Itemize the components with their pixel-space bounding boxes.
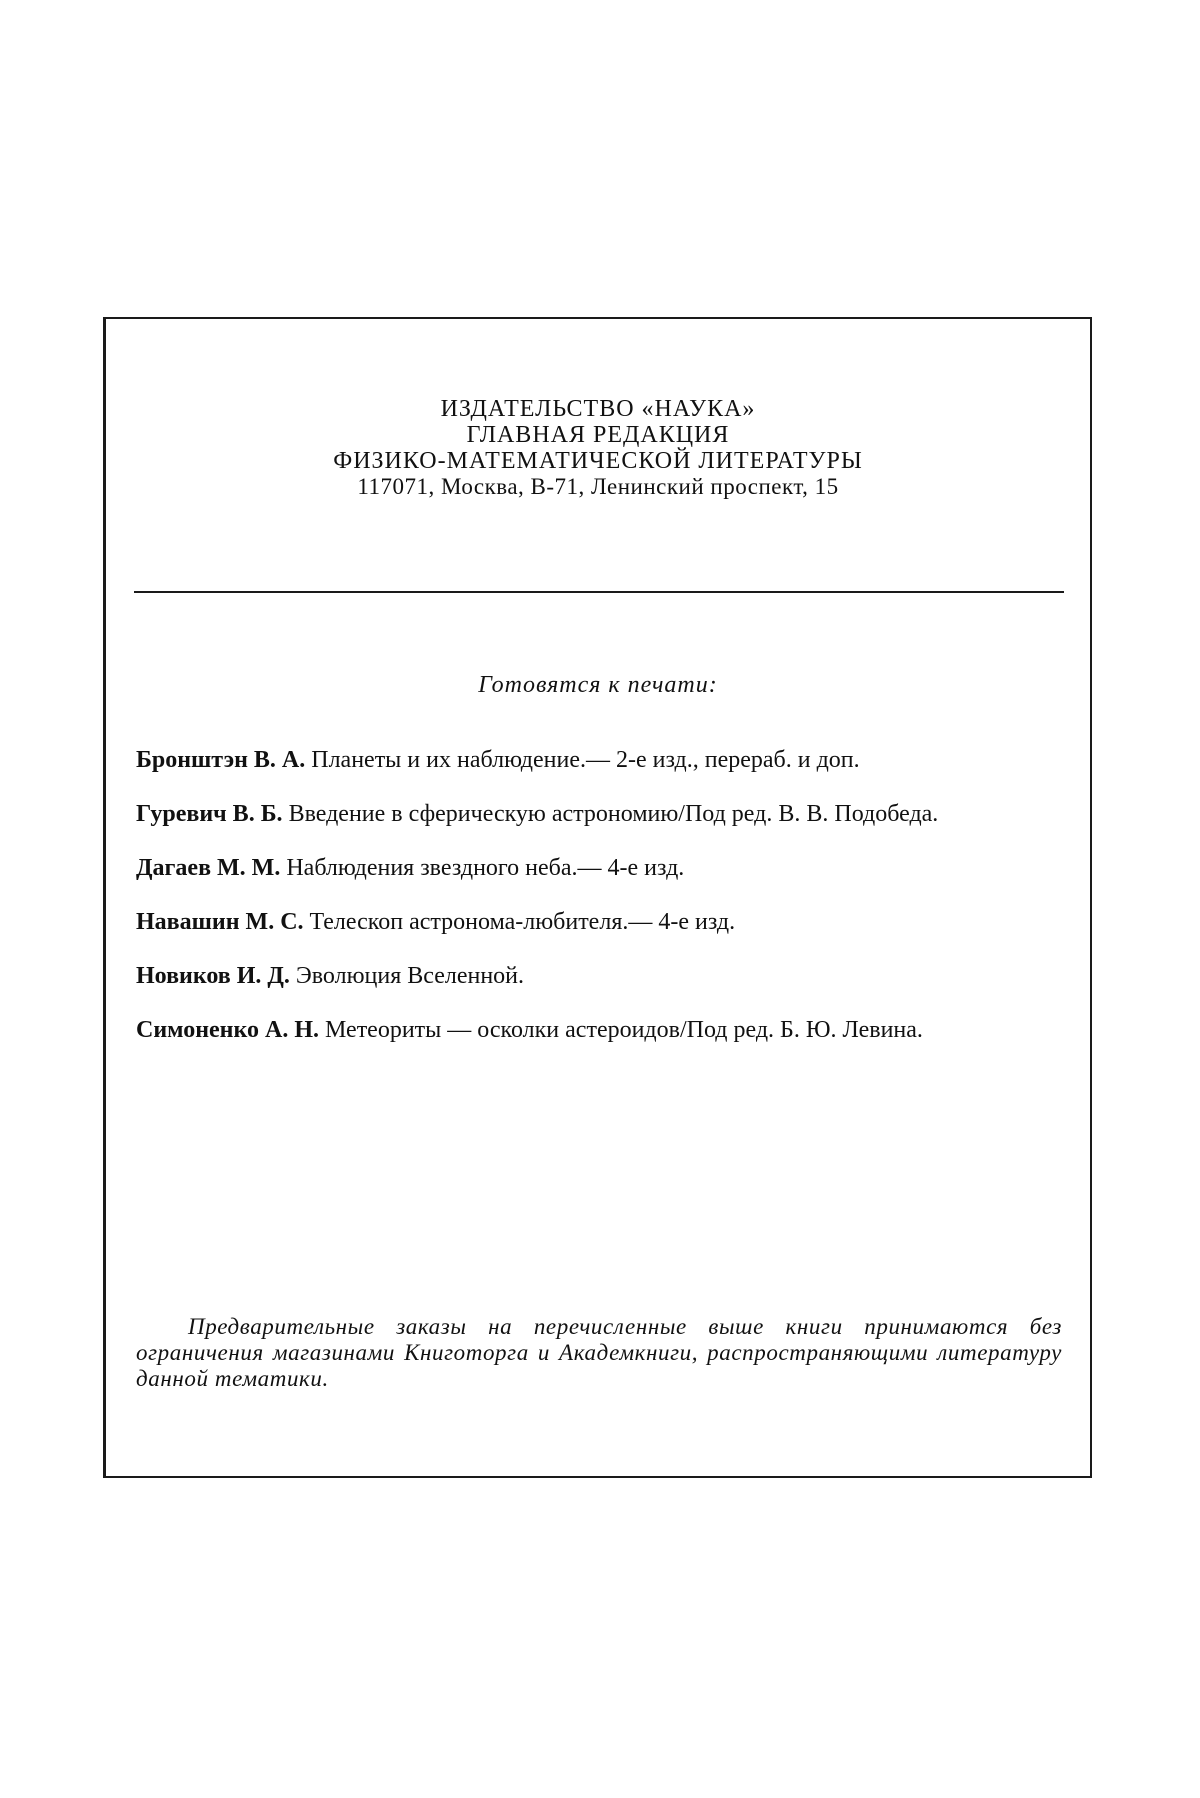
book-title: Телескоп астронома-любителя.— 4-е изд. — [303, 909, 736, 935]
book-author: Симоненко А. Н. — [136, 1017, 320, 1043]
publisher-address: 117071, Москва, В-71, Ленинский проспект, 15 — [357, 474, 839, 499]
book-item — [136, 855, 1062, 881]
editorial-division: ФИЗИКО-МАТЕМАТИЧЕСКОЙ ЛИТЕРАТУРЫ — [333, 448, 863, 474]
preorder-note: Предварительные заказы на перечисленные выше книги принимаются без ограничения магазинами Книготорга и Академкниги, распространяющими литературу данной тематики. — [136, 1314, 1062, 1391]
book-item — [136, 801, 1062, 827]
book-item — [136, 747, 1062, 773]
divider-line — [134, 591, 1064, 593]
book-item — [136, 1017, 1062, 1043]
announcement-frame — [103, 317, 1092, 1478]
publisher-header — [106, 396, 1090, 500]
book-title: Введение в сферическую астрономию/Под ред. В. В. Подобеда. — [282, 801, 939, 827]
book-title: Планеты и их наблюдение.— 2-е изд., перераб. и доп. — [305, 747, 860, 773]
book-title: Эволюция Вселенной. — [289, 963, 525, 989]
book-author: Гуревич В. Б. — [136, 801, 283, 827]
book-author: Новиков И. Д. — [136, 963, 290, 989]
book-item — [136, 909, 1062, 935]
editorial-office: ГЛАВНАЯ РЕДАКЦИЯ — [466, 422, 730, 448]
book-item — [136, 963, 1062, 989]
book-author: Бронштэн В. А. — [136, 747, 306, 773]
publisher-name: ИЗДАТЕЛЬСТВО «НАУКА» — [440, 396, 756, 422]
book-list — [136, 747, 1062, 1043]
book-author: Дагаев М. М. — [136, 855, 281, 881]
book-author: Навашин М. С. — [136, 909, 304, 935]
section-title: Готовятся к печати: — [478, 672, 718, 698]
book-title: Метеориты — осколки астероидов/Под ред. Б. Ю. Левина. — [319, 1017, 923, 1043]
book-title: Наблюдения звездного неба.— 4-е изд. — [280, 855, 685, 881]
